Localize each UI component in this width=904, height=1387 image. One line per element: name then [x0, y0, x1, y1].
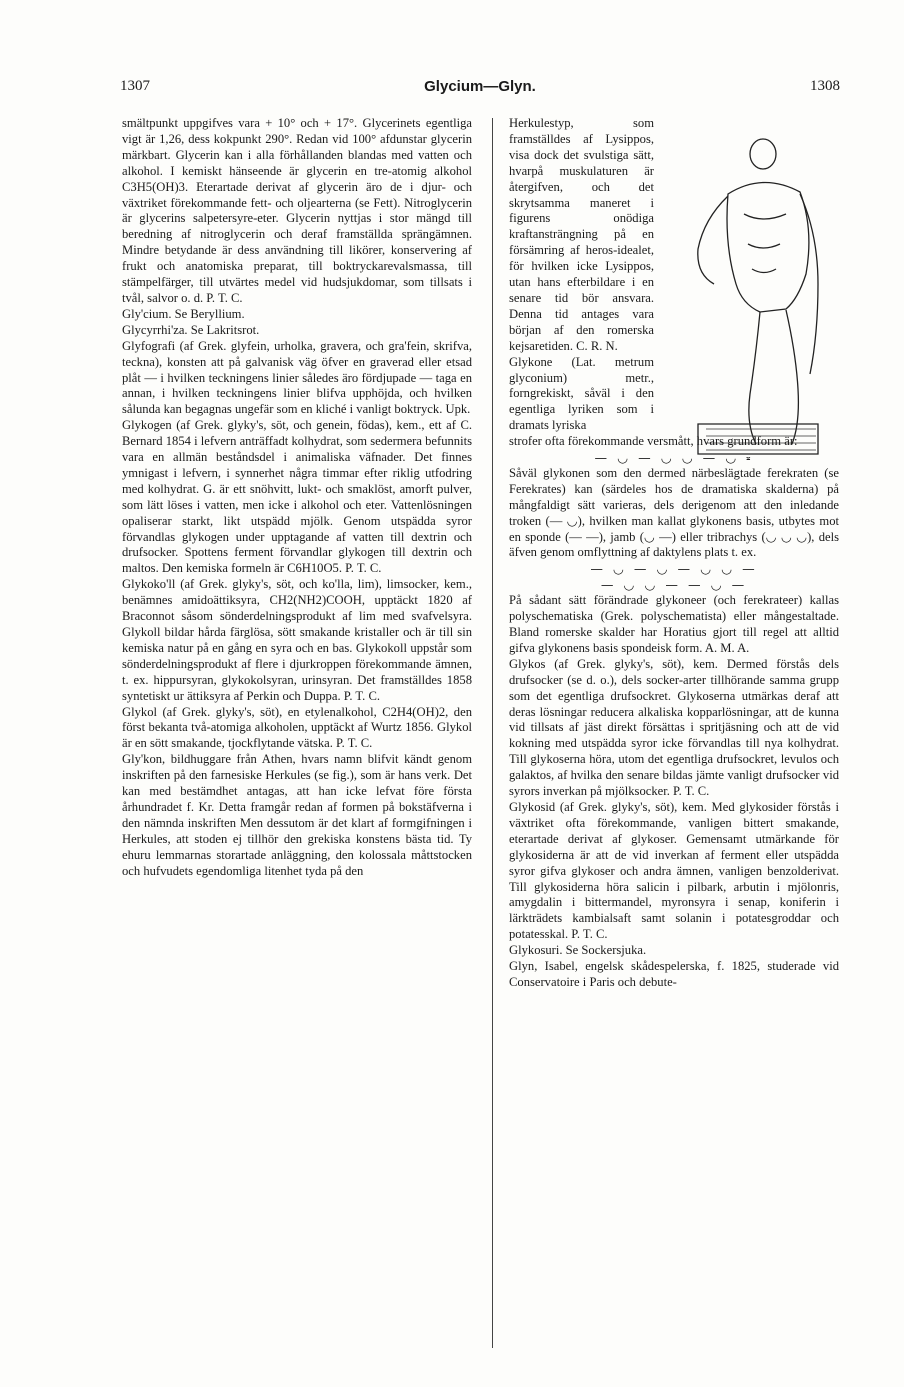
entry-glykone-start: Glykone (Lat. metrum glyconium) metr., forngrekiskt, såväl i den egentliga lyriken som i dramats lyriska: [509, 354, 654, 433]
page-number-left: 1307: [120, 78, 150, 94]
right-column: [509, 116, 839, 991]
entry-glykos: Glykos (af Grek. glyky's, söt), kem. Dermed förstås dels drufsocker (se d. o.), dels socker-arter tillhörande samma grupp som det egentliga drufsockret. Glykoserna utmärkas deraf att deras lösningar reducera alkaliska kopparlösningar, att de kunna vid tillsats af jäst direkt försättas i spritjäsning och att de vid kokning med utspädda syror icke förvandlas till nya kolhydrat. Till glykoserna höra, utom det egentliga drufsockret, levulos och galaktos, af hvilka den senare bildas jämte vanligt drufsocker vid syrors inverkan på mjölksocker. P. T. C.: [509, 656, 839, 799]
paragraph-glycerin: smältpunkt uppgifves vara + 10° och + 17°. Glycerinets egentliga vigt är 1,26, dess kokpunkt 290°. Redan vid 100° afdunstar glycerin märkbart. Glycerin kan i alla förhållanden blandas med vatten och alkohol. I kemiskt hänseende är glycerin en tre-atomig alkohol C3H5(OH)3. Eterartade derivat af glycerin äro de i djur- och växtriket förekommande fett- och oljearterna (se Fett). Nitroglycerin är glycerins salpetersyre-eter. Glycerin nyttjas i stor mängd till beredning af nitroglycerin och deraf framställda sprängämnen. Mindre betydande är dess användning till likörer, konservering af frukt och anatomiska preparat, till boktryckarevalsmassa, till stämpelfärger, till utvärtes medel vid hudsjukdomar, som tillsats i tvål, salvor o. d. P. T. C.: [122, 116, 472, 305]
entry-glykone-cont: strofer ofta förekommande versmått, hvars grundform är:: [509, 434, 798, 449]
meter-scheme-1: — ◡ — ◡ ◡ — ◡ ⏓: [594, 450, 754, 466]
entry-glykokoll: Glykoko'll (af Grek. glyky's, söt, och ko'lla, lim), limsocker, kem., benämnes amidoättiksyra, CH2(NH2)COOH, upptäckt 1820 af Braconnot såsom sönderdelningsprodukt af lim med svafvelsyra. Glykoll bildar hårda färglösa, sött smakande kristaller och är till sin kemiska natur på en gång en syra och en bas. Glykokoll uppstår som sönderdelningsprodukt af flere i djurkroppen förekommande ämnen, t. ex. hippursyran, glykokolsyran, urinsyran. Det framställdes 1858 syntetiskt ur ättiksyra af Perkin och Duppa. P. T. C.: [122, 577, 472, 703]
entry-glykosid: Glykosid (af Grek. glyky's, söt), kem. Med glykosider förstås i växtriket ofta förekommande, vanligen bittert smakande, eterartade derivat af glykoser. Gemensamt utmärkande för glykosiderna är att de vid inverkan af ferment eller utspädda syror gifva glykoser och andra ämnen, vanligen benzolderivat. Till glykosiderna höra salicin i pilbark, arbutin i mjölonris, amygdalin i bittermandel, myronsyra i senap, koniferin i lärkträdets kambialsaft samt solanin i potatesgroddar och potatesskal. P. T. C.: [509, 799, 839, 942]
entry-glycyrrhiza: Glycyrrhi'za. Se Lakritsrot.: [122, 322, 260, 337]
entry-glyfografi: Glyfografi (af Grek. glyfein, urholka, gravera, och gra'fein, skrifva, teckna), konsten att på galvanisk väg öfver en graverad eller etsad plåt — i hvilken teckningens linier således äro fördjupade — taga en annan, i hvilken teckningens linier blifva upphöjda, och hvilken sålunda kan begagnas ungefär som en kliché i vanligt boktryck. Upk.: [122, 338, 472, 417]
entry-glykon: Gly'kon, bildhuggare från Athen, hvars namn blifvit kändt genom inskriften på den farnesiske Herkules (se fig.), som är hans verk. Det kan med bestämdhet antagas, att han icke lefvat före första århundradet f. Kr. Detta framgår redan af formen på bokstäfverna i den nämnda inskriften Men dessutom är det klart af formgifningen i Herkules, att stoden ej tillhör den grekiska konstens bästa tid. Ty ehuru lemmarnas storartade anläggning, den kolossala måttstocken och hufvudets egendomliga litenhet tyda på den: [122, 752, 472, 878]
entry-glykosuri: Glykosuri. Se Sockersjuka.: [509, 943, 647, 958]
meter-scheme-2: — ◡ — ◡ — ◡ ◡ —: [590, 561, 758, 577]
left-column: [122, 116, 472, 880]
paragraph-herkulestyp: Herkulestyp, som framställdes af Lysippos, visa dock det svulstiga sätt, hvarpå muskulaturen är återgifven, och det skrytsamma maneret i figurens onödiga kraftansträngning på en försämring af heros-idealet, för hvilken icke Lysippos, utan hans efterbildare i en senare tid bör ansvara. Denna tid antages vara början af den romerska kejsaretiden. C. R. N.: [509, 116, 654, 353]
entry-glykogen: Glykogen (af Grek. glyky's, söt, och genein, födas), kem., ett af C. Bernard 1854 i lefvern anträffadt kolhydrat, som sedermera befunnits vara en allmän beståndsdel i animaliska väfnader. Det finnes ymnigast i lefvern, i synnerhet några timmar efter riklig utfodring med kolhydrat. G. är ett snöhvitt, lukt- och smaklöst, amorft pulver, som lätt löses i vatten, men icke i alkohol och eter. Vattenlösningen opaliserar starkt, likt utspädd mjölk. Genom utspädda syror förvandlas glykogen under upptagande af vatten till dextrin och drufsocker. Spottens ferment förvandlar glykogen till dextrin och maltos. Den kemiska formeln är C6H10O5. P. T. C.: [122, 418, 472, 576]
paragraph-polyschematiska: På sådant sätt förändrade glykoneer (och ferekrateer) kallas polyschematiska (Grek. polyschematista) eller mångestaltade. Bland romerske skalder har Horatius gjort till regel att alltid gifva glykonens basis spondeisk form. A. M. A.: [509, 593, 839, 655]
meter-scheme-3: — ◡ ◡ — — ◡ —: [600, 577, 748, 593]
paragraph-ferekrat: Såväl glykonen som den dermed närbeslägtade ferekraten (se Ferekrates) kan (särdeles hos de dramatiska skalderna) på mångfaldigt sätt varieras, dels derigenom att den inledande troken (— ◡), hvilken man kallat glykonens basis, utbytes mot en sponde (— —), jamb (◡ —) eller tribrachys (◡ ◡ ◡), dels äfven genom omflyttning af daktylens plats t. ex.: [509, 465, 839, 560]
column-divider: [492, 118, 493, 1348]
running-header: [120, 78, 840, 100]
page-title: Glycium—Glyn.: [424, 78, 536, 95]
entry-glycium: Gly'cium. Se Beryllium.: [122, 306, 245, 321]
entry-glyn: Glyn, Isabel, engelsk skådespelerska, f. 1825, studerade vid Conservatoire i Paris och debute-: [509, 959, 839, 989]
entry-glykol: Glykol (af Grek. glyky's, söt), en etylenalkohol, C2H4(OH)2, den först bekanta två-atomiga alkoholen, upptäckt af Wurtz 1856. Glykol är en sött smakande, tjockflytande vätska. P. T. C.: [122, 704, 472, 751]
page-number-right: 1308: [810, 78, 840, 94]
